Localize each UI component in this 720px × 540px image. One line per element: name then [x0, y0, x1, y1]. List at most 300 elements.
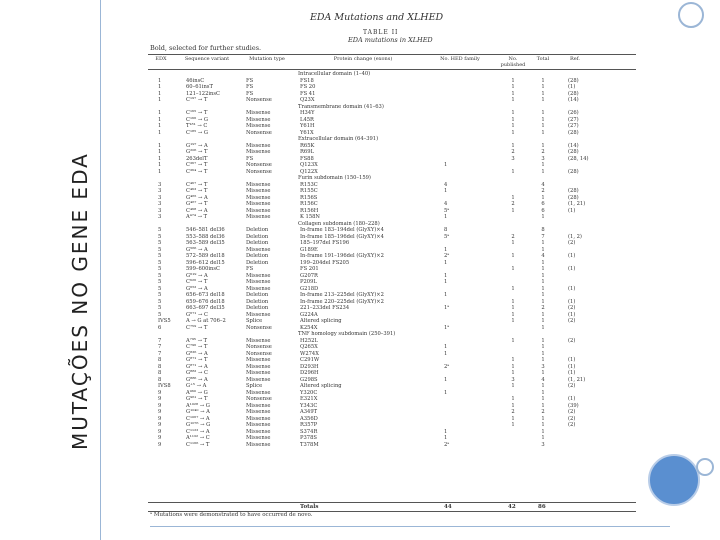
cell-mutation-type: Splice: [246, 383, 263, 389]
cell-edx: 1: [158, 90, 162, 97]
cell-protein-change: R65K: [300, 142, 315, 149]
cell-total: 1: [541, 214, 545, 220]
col-header-hed-family: No. HED family: [440, 56, 480, 62]
cell-mutation-type: Missense: [246, 214, 271, 220]
cell-edx: 3: [158, 201, 162, 207]
cell-sequence: A⁷⁹⁵ → T: [186, 337, 208, 344]
cell-protein-change: G298S: [300, 376, 318, 383]
cell-mutation-type: Missense: [246, 123, 271, 129]
cell-protein-change: C291W: [300, 357, 320, 363]
table-row: [148, 383, 636, 389]
cell-sequence: C¹¹⁶⁶ → T: [186, 441, 210, 448]
cell-published: 1: [511, 337, 515, 344]
cell-sequence: G⁺⁵ → A: [186, 383, 207, 389]
table-row: [148, 169, 636, 175]
cell-mutation-type: Deletion: [246, 298, 269, 305]
cell-protein-change: FS 41: [300, 90, 316, 97]
cell-mutation-type: Missense: [246, 402, 271, 409]
cell-mutation-type: Deletion: [246, 292, 269, 298]
cell-total: 1: [541, 194, 545, 201]
table-section-row: [148, 71, 636, 77]
cell-total: 1: [541, 428, 545, 435]
table-row: [148, 234, 636, 240]
cell-edx: 1: [158, 168, 162, 175]
cell-protein-change: D293H: [300, 363, 319, 370]
cell-edx: 8: [158, 357, 162, 363]
cell-ref: (1): [568, 311, 576, 318]
cell-sequence: C⁶²⁶ → T: [186, 279, 208, 285]
cell-protein-change: FS88: [300, 155, 314, 162]
cell-mutation-type: FS: [246, 77, 254, 84]
cell-ref: (28, 14): [568, 155, 589, 162]
cell-protein-change: 185–197del FS196: [300, 240, 350, 246]
table-row: [148, 422, 636, 428]
cell-total: 1: [541, 84, 545, 90]
cell-protein-change: H34Y: [300, 110, 315, 116]
cell-ref: (28): [568, 168, 579, 175]
table-row: [148, 377, 636, 383]
cell-sequence: C⁴⁶³ → T: [186, 188, 208, 194]
cell-total: 1: [541, 116, 545, 123]
cell-sequence: A → G at 706–2: [186, 318, 226, 324]
cell-sequence: G¹⁰⁴⁰ → A: [186, 409, 210, 415]
col-header-protein-change: Protein change (exons): [333, 56, 393, 62]
cell-sequence: 60–61insT: [186, 84, 213, 90]
cell-mutation-type: Missense: [246, 441, 271, 448]
cell-mutation-type: Nonsense: [246, 344, 272, 350]
table-document: [148, 8, 638, 528]
slide-side-title: MUTAÇÕES NO GENE EDA: [68, 152, 92, 450]
cell-ref: (1, 2): [568, 233, 582, 240]
cell-published: 2: [511, 201, 515, 207]
table-row: [148, 357, 636, 363]
cell-ref: (39): [568, 402, 579, 409]
cell-mutation-type: FS: [246, 155, 254, 162]
cell-mutation-type: Deletion: [246, 305, 269, 311]
section-label: Intracellular domain (1–40): [298, 71, 371, 77]
table-row: [148, 286, 636, 292]
col-header-edx: EDX: [155, 56, 167, 62]
table-row: [148, 409, 636, 415]
cell-total: 6: [541, 201, 545, 207]
cell-edx: 5: [158, 227, 162, 233]
cell-total: 1: [541, 90, 545, 97]
cell-sequence: C⁴⁶⁷ → T: [186, 181, 208, 188]
cell-protein-change: Y61H: [300, 123, 315, 129]
cell-protein-change: Altered splicing: [300, 383, 342, 389]
cell-mutation-type: Missense: [246, 357, 271, 363]
cell-total: 3: [541, 363, 545, 370]
cell-hed-family: 1: [444, 344, 448, 350]
cell-mutation-type: Missense: [246, 207, 271, 214]
cell-ref: (1): [568, 84, 576, 90]
cell-total: 4: [541, 253, 545, 259]
table-row: [148, 318, 636, 324]
table-row: [148, 214, 636, 220]
cell-protein-change: Q23X: [300, 97, 315, 103]
col-header-mutation-type: Mutation type: [249, 56, 285, 62]
table-row: [148, 260, 636, 266]
cell-hed-family: 8: [444, 227, 448, 233]
cell-hed-family: 2ᵃ: [444, 253, 450, 259]
totals-published: 42: [508, 504, 516, 510]
table-row: [148, 390, 636, 396]
cell-total: 1: [541, 292, 545, 298]
cell-sequence: 46insC: [186, 77, 205, 84]
cell-protein-change: Y343C: [300, 402, 318, 409]
cell-mutation-type: Missense: [246, 110, 271, 116]
cell-mutation-type: Missense: [246, 279, 271, 285]
cell-published: 1: [511, 266, 515, 272]
cell-mutation-type: Missense: [246, 194, 271, 201]
cell-edx: 3: [158, 194, 162, 201]
cell-sequence: G⁹⁶¹ → T: [186, 396, 208, 402]
cell-total: 1: [541, 435, 545, 441]
table-row: [148, 338, 636, 344]
cell-edx: 1: [158, 149, 162, 155]
cell-hed-family: 4: [444, 201, 448, 207]
cell-published: 1: [511, 415, 515, 422]
cell-hed-family: 1: [444, 272, 448, 279]
cell-edx: 3: [158, 188, 162, 194]
table-section-row: [148, 221, 636, 227]
cell-total: 1: [541, 389, 545, 396]
cell-edx: 1: [158, 129, 162, 136]
cell-total: 1: [541, 344, 545, 350]
table-row: [148, 403, 636, 409]
cell-mutation-type: Missense: [246, 149, 271, 155]
cell-mutation-type: Nonsense: [246, 129, 272, 136]
cell-edx: 9: [158, 415, 162, 422]
cell-hed-family: 2ᵃ: [444, 441, 450, 448]
cell-mutation-type: Missense: [246, 409, 271, 415]
cell-published: 1: [511, 422, 515, 428]
cell-sequence: 656–673 del18: [186, 292, 225, 298]
cell-ref: (27): [568, 116, 579, 123]
cell-edx: 1: [158, 84, 162, 90]
cell-ref: (2): [568, 422, 576, 428]
cell-edx: 5: [158, 305, 162, 311]
cell-total: 8: [541, 227, 545, 233]
cell-sequence: A¹⁰²⁸ → G: [186, 402, 210, 409]
cell-sequence: 553–588 del36: [186, 233, 225, 240]
cell-ref: (27): [568, 123, 579, 129]
cell-published: 1: [511, 84, 515, 90]
cell-edx: 1: [158, 123, 162, 129]
cell-total: 1: [541, 110, 545, 116]
cell-hed-family: 5ᵃ: [444, 233, 450, 240]
cell-mutation-type: Missense: [246, 311, 271, 318]
cell-edx: 8: [158, 363, 162, 370]
cell-ref: (1, 21): [568, 376, 586, 383]
cell-ref: (1): [568, 357, 576, 363]
cell-protein-change: In-frame 191–196del (GlyXY)×2: [300, 253, 384, 259]
cell-sequence: G⁶⁵² → A: [186, 285, 208, 292]
table-row: [148, 273, 636, 279]
cell-edx: 9: [158, 422, 162, 428]
cell-protein-change: 199–204del FS205: [300, 259, 350, 266]
cell-published: 1: [511, 383, 515, 389]
table-row: [148, 91, 636, 97]
cell-sequence: A⁴⁷⁴ → T: [186, 214, 208, 220]
cell-protein-change: G189E: [300, 246, 318, 253]
cell-sequence: 596–612 del15: [186, 259, 225, 266]
cell-protein-change: Y320C: [300, 389, 318, 396]
table-row: [148, 344, 636, 350]
cell-edx: 8: [158, 370, 162, 376]
cell-mutation-type: FS: [246, 266, 254, 272]
section-label: Extracellular domain (64–391): [298, 136, 379, 142]
cell-mutation-type: Deletion: [246, 227, 269, 233]
cell-total: 1: [541, 324, 545, 331]
cell-published: 1: [511, 194, 515, 201]
cell-mutation-type: Deletion: [246, 259, 269, 266]
cell-protein-change: R156S: [300, 194, 318, 201]
cell-protein-change: Q122X: [300, 168, 318, 175]
cell-protein-change: In-frame 220–225del (GlyXY)×2: [300, 298, 384, 305]
cell-total: 1: [541, 383, 545, 389]
cell-ref: (1): [568, 363, 576, 370]
cell-published: 1: [511, 110, 515, 116]
table-row: [148, 130, 636, 136]
cell-sequence: 659–676 del18: [186, 298, 225, 305]
cell-ref: (2): [568, 240, 576, 246]
table-footnote: ᵃ Mutations were demonstrated to have occurred de novo.: [150, 512, 313, 518]
cell-published: 1: [511, 298, 515, 305]
cell-total: 3: [541, 155, 545, 162]
cell-edx: 5: [158, 279, 162, 285]
cell-sequence: G⁸²⁶ → A: [186, 350, 208, 357]
cell-total: 1: [541, 318, 545, 324]
cell-sequence: C¹⁹⁷ → T: [186, 97, 208, 103]
table-section-row: [148, 331, 636, 337]
cell-mutation-type: Missense: [246, 142, 271, 149]
caption-text: Bold, selected for further studies.: [150, 44, 262, 52]
totals-label: Totals: [300, 504, 319, 510]
cell-protein-change: 221–233del FS234: [300, 305, 350, 311]
table-section-row: [148, 136, 636, 142]
decorative-circle-top: [678, 2, 704, 28]
table-row: [148, 240, 636, 246]
totals-total: 86: [538, 504, 546, 510]
cell-protein-change: Altered splicing: [300, 318, 342, 324]
cell-ref: (1): [568, 285, 576, 292]
cell-mutation-type: Nonsense: [246, 97, 272, 103]
cell-protein-change: FS 20: [300, 84, 316, 90]
cell-sequence: 572–589 del18: [186, 253, 225, 259]
cell-hed-family: 1: [444, 376, 448, 383]
cell-total: 2: [541, 188, 545, 194]
cell-published: 1: [511, 90, 515, 97]
cell-protein-change: R155C: [300, 188, 318, 194]
cell-sequence: 263delT: [186, 155, 208, 162]
col-header-published: No. published: [500, 56, 526, 68]
top-rule: [148, 54, 636, 55]
cell-total: 2: [541, 305, 545, 311]
cell-hed-family: 1ᵃ: [444, 324, 450, 331]
cell-mutation-type: Nonsense: [246, 396, 272, 402]
cell-total: 1: [541, 123, 545, 129]
cell-hed-family: 1: [444, 350, 448, 357]
table-row: [148, 201, 636, 207]
cell-mutation-type: Missense: [246, 181, 271, 188]
cell-hed-family: 1: [444, 292, 448, 298]
cell-ref: (1): [568, 370, 576, 376]
cell-edx: 5: [158, 266, 162, 272]
cell-protein-change: G218D: [300, 285, 319, 292]
cell-edx: 5: [158, 240, 162, 246]
cell-edx: 7: [158, 350, 162, 357]
cell-published: 1: [511, 311, 515, 318]
cell-edx: 5: [158, 246, 162, 253]
section-label: Furin subdomain (150–159): [298, 175, 371, 181]
cell-mutation-type: Missense: [246, 435, 271, 441]
cell-total: 1: [541, 285, 545, 292]
cell-protein-change: R156C: [300, 201, 318, 207]
cell-total: 1: [541, 246, 545, 253]
cell-ref: (1): [568, 253, 576, 259]
cell-protein-change: K254X: [300, 324, 318, 331]
cell-published: 1: [511, 396, 515, 402]
cell-ref: (14): [568, 97, 579, 103]
col-header-total: Total: [536, 56, 550, 62]
cell-edx: 3: [158, 214, 162, 220]
table-row: [148, 416, 636, 422]
cell-sequence: C¹⁸⁵ → G: [186, 129, 208, 136]
cell-published: 1: [511, 370, 515, 376]
cell-protein-change: G224A: [300, 311, 318, 318]
cell-hed-family: 1: [444, 188, 448, 194]
table-row: [148, 78, 636, 84]
table-row: [148, 247, 636, 253]
cell-published: 3: [511, 155, 515, 162]
cell-mutation-type: Deletion: [246, 240, 269, 246]
cell-ref: (26): [568, 110, 579, 116]
cell-ref: (2): [568, 409, 576, 415]
cell-total: 1: [541, 77, 545, 84]
cell-total: 1: [541, 337, 545, 344]
cell-edx: 1: [158, 162, 162, 168]
cell-published: 1: [511, 285, 515, 292]
cell-protein-change: A349T: [300, 409, 318, 415]
table-row: [148, 292, 636, 298]
cell-sequence: C¹⁰⁶⁷ → A: [186, 415, 210, 422]
cell-mutation-type: Missense: [246, 428, 271, 435]
decorative-circle-large: [648, 454, 700, 506]
cell-mutation-type: Missense: [246, 389, 271, 396]
decorative-circle-small: [696, 458, 714, 476]
cell-published: 1: [511, 253, 515, 259]
cell-edx: 1: [158, 142, 162, 149]
cell-total: 1: [541, 266, 545, 272]
totals-hed: 44: [444, 504, 452, 510]
cell-edx: 5: [158, 259, 162, 266]
cell-mutation-type: Missense: [246, 422, 271, 428]
cell-sequence: 663–697 del35: [186, 305, 225, 311]
cell-hed-family: 1: [444, 259, 448, 266]
cell-hed-family: 1: [444, 214, 448, 220]
cell-total: 1: [541, 129, 545, 136]
cell-edx: 9: [158, 402, 162, 409]
cell-edx: 1: [158, 155, 162, 162]
cell-published: 1: [511, 357, 515, 363]
cell-mutation-type: Missense: [246, 285, 271, 292]
cell-sequence: A⁹⁶⁰ → G: [186, 389, 208, 396]
table-label: TABLE II: [363, 29, 399, 36]
cell-ref: (2): [568, 337, 576, 344]
cell-published: 1: [511, 123, 515, 129]
cell-total: 1: [541, 272, 545, 279]
cell-ref: (28): [568, 129, 579, 136]
cell-published: 3: [511, 376, 515, 383]
cell-ref: (14): [568, 142, 579, 149]
cell-edx: 7: [158, 337, 162, 344]
cell-edx: 1: [158, 110, 162, 116]
cell-sequence: G⁶⁷¹ → C: [186, 311, 208, 318]
cell-edx: 5: [158, 253, 162, 259]
cell-edx: 5: [158, 292, 162, 298]
cell-sequence: C³⁶⁷ → T: [186, 162, 208, 168]
cell-protein-change: D296H: [300, 370, 319, 376]
cell-total: 1: [541, 162, 545, 168]
cell-ref: (2): [568, 383, 576, 389]
table-row: [148, 325, 636, 331]
cell-hed-family: 1: [444, 428, 448, 435]
cell-mutation-type: Deletion: [246, 233, 269, 240]
cell-published: 1: [511, 318, 515, 324]
cell-mutation-type: Missense: [246, 116, 271, 123]
table-caption: EDA mutations in XLHED: [348, 36, 433, 44]
cell-sequence: G⁸⁸⁶ → A: [186, 376, 208, 383]
cell-total: 1: [541, 350, 545, 357]
cell-ref: (28): [568, 194, 579, 201]
cell-protein-change: FS 201: [300, 266, 319, 272]
cell-sequence: G⁸⁸² → C: [186, 370, 208, 376]
cell-protein-change: In-frame 183–194del (GlyXY)×4: [300, 227, 384, 233]
cell-ref: (28): [568, 77, 579, 84]
cell-total: 1: [541, 298, 545, 305]
cell-total: 1: [541, 142, 545, 149]
cell-edx: 9: [158, 409, 162, 415]
cell-protein-change: Y61X: [300, 129, 314, 136]
section-label: Transmembrane domain (41–63): [298, 103, 384, 110]
cell-sequence: T¹⁸¹ → C: [186, 123, 208, 129]
cell-total: 1: [541, 422, 545, 428]
cell-total: 4: [541, 181, 545, 188]
cell-protein-change: T378M: [300, 441, 319, 448]
cell-sequence: G⁴⁶⁷ → T: [186, 201, 208, 207]
table-row: [148, 117, 636, 123]
cell-hed-family: 1ᵃ: [444, 305, 450, 311]
cell-mutation-type: Missense: [246, 272, 271, 279]
cell-total: 1: [541, 311, 545, 318]
cell-edx: 5: [158, 285, 162, 292]
cell-total: 1: [541, 402, 545, 409]
cell-protein-change: In-frame 213–225del (GlyXY)×2: [300, 292, 384, 298]
cell-total: 1: [541, 279, 545, 285]
cell-edx: 1: [158, 97, 162, 103]
cell-published: 1: [511, 116, 515, 123]
cell-sequence: A¹¹³² → C: [186, 435, 210, 441]
cell-mutation-type: Missense: [246, 363, 271, 370]
cell-edx: 9: [158, 435, 162, 441]
cell-mutation-type: Nonsense: [246, 350, 272, 357]
doc-header-title: EDA Mutations and XLHED: [310, 12, 444, 23]
cell-mutation-type: Missense: [246, 246, 271, 253]
cell-mutation-type: Missense: [246, 201, 271, 207]
cell-protein-change: S374R: [300, 428, 318, 435]
cell-edx: 5: [158, 311, 162, 318]
